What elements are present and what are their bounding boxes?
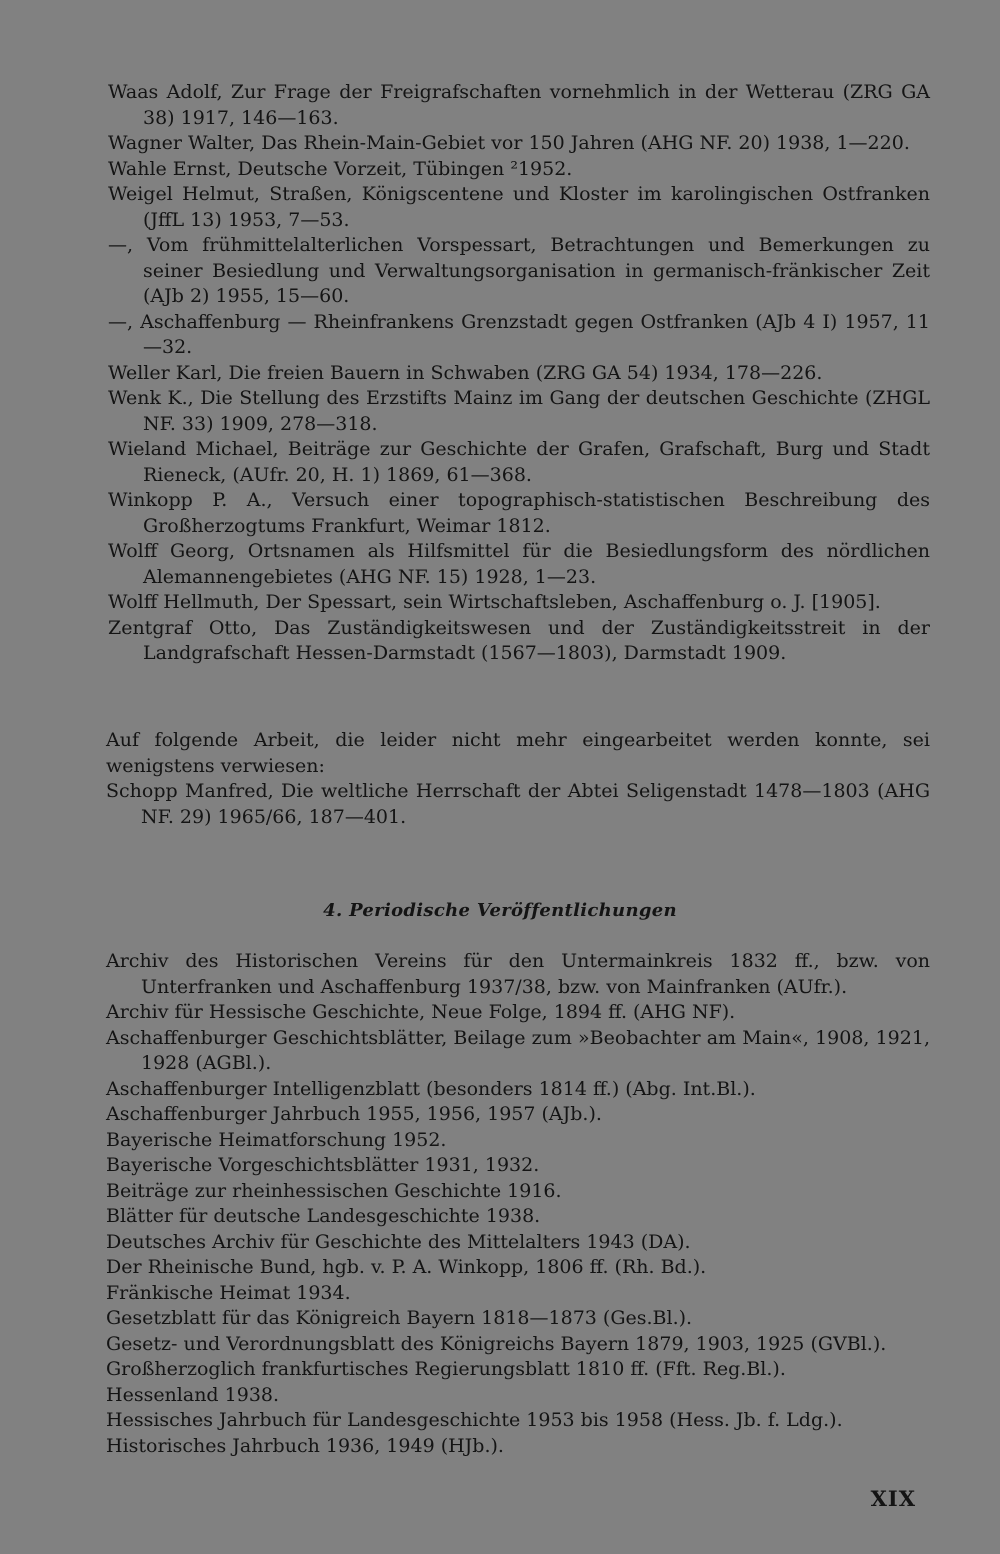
addendum-text: Auf folgende Arbeit, die leider nicht mehr eingearbeitet werden konnte, sei wenigstens verwiesen: — [106, 729, 930, 777]
periodical-entry: Hessisches Jahrbuch für Landesgeschichte 1953 bis 1958 (Hess. Jb. f. Ldg.). — [106, 1409, 843, 1431]
page-number: XIX — [870, 1486, 916, 1511]
periodical-entry: Aschaffenburger Jahrbuch 1955, 1956, 1957 (AJb.). — [106, 1103, 602, 1125]
periodical-entry: Archiv für Hessische Geschichte, Neue Folge, 1894 ff. (AHG NF). — [106, 1001, 736, 1023]
bibliography-entry: Wahle Ernst, Deutsche Vorzeit, Tübingen ²1952. — [108, 157, 573, 180]
bibliography-list — [108, 80, 930, 667]
periodical-entry: Hessenland 1938. — [106, 1383, 280, 1406]
periodical-entry: Der Rheinische Bund, hgb. v. P. A. Winkopp, 1806 ff. (Rh. Bd.). — [106, 1256, 707, 1278]
periodical-entry: Fränkische Heimat 1934. — [106, 1281, 351, 1304]
periodical-entry: Gesetzblatt für das Königreich Bayern 1818—1873 (Ges.Bl.). — [106, 1307, 693, 1329]
periodicals-list — [106, 949, 930, 1459]
periodical-entry: Deutsches Archiv für Geschichte des Mittelalters 1943 (DA). — [106, 1230, 691, 1253]
addendum-entry: Schopp Manfred, Die weltliche Herrschaft der Abtei Seligenstadt 1478—1803 (AHG NF. 29) 1965/66, 187—401. — [106, 780, 930, 828]
bibliography-entry: Wolff Georg, Ortsnamen als Hilfsmittel für die Besiedlungsform des nördlichen Alemannengebietes (AHG NF. 15) 1928, 1—23. — [108, 540, 930, 588]
bibliography-entry: Weller Karl, Die freien Bauern in Schwaben (ZRG GA 54) 1934, 178—226. — [108, 361, 823, 384]
periodical-entry: Gesetz- und Verordnungsblatt des Königreichs Bayern 1879, 1903, 1925 (GVBl.). — [106, 1332, 887, 1355]
section-heading: 4. Periodische Veröffentlichungen — [323, 900, 677, 921]
periodical-entry: Bayerische Vorgeschichtsblätter 1931, 1932. — [106, 1154, 540, 1176]
bibliography-entry: Wolff Hellmuth, Der Spessart, sein Wirtschaftsleben, Aschaffenburg o. J. [1905]. — [108, 591, 881, 613]
bibliography-entry: Winkopp P. A., Versuch einer topographisch-statistischen Beschreibung des Großherzogtums Frankfurt, Weimar 1812. — [108, 489, 930, 537]
bibliography-entry: —, Vom frühmittelalterlichen Vorspessart, Betrachtungen und Bemerkungen zu seiner Besiedlung und Verwaltungsorganisation in germanisch-fränkischer Zeit (AJb 2) 1955, 15—60. — [108, 234, 930, 307]
bibliography-entry: Wagner Walter, Das Rhein-Main-Gebiet vor 150 Jahren (AHG NF. 20) 1938, 1—220. — [108, 132, 910, 154]
periodical-entry: Historisches Jahrbuch 1936, 1949 (HJb.). — [106, 1434, 504, 1457]
periodical-entry: Bayerische Heimatforschung 1952. — [106, 1128, 447, 1151]
periodical-entry: Beiträge zur rheinhessischen Geschichte 1916. — [106, 1179, 562, 1202]
periodical-entry: Aschaffenburger Geschichtsblätter, Beilage zum »Beobachter am Main«, 1908, 1921, 1928 (AGBl.). — [106, 1026, 930, 1074]
bibliography-entry: Zentgraf Otto, Das Zuständigkeitswesen und der Zuständigkeitsstreit in der Landgrafschaft Hessen-Darmstadt (1567—1803), Darmstadt 1909. — [108, 616, 930, 664]
addendum-note — [106, 728, 930, 830]
periodical-entry: Aschaffenburger Intelligenzblatt (besonders 1814 ff.) (Abg. Int.Bl.). — [106, 1077, 756, 1100]
periodical-entry: Archiv des Historischen Vereins für den Untermainkreis 1832 ff., bzw. von Unterfranken und Aschaffenburg 1937/38, bzw. von Mainfranken (AUfr.). — [106, 950, 930, 998]
bibliography-entry: —, Aschaffenburg — Rheinfrankens Grenzstadt gegen Ostfranken (AJb 4 I) 1957, 11—32. — [108, 310, 930, 358]
bibliography-entry: Waas Adolf, Zur Frage der Freigrafschaften vornehmlich in der Wetterau (ZRG GA 38) 1917, 146—163. — [108, 81, 930, 129]
bibliography-entry: Weigel Helmut, Straßen, Königscentene und Kloster im karolingischen Ostfranken (JffL 13) 1953, 7—53. — [108, 183, 930, 231]
periodical-entry: Blätter für deutsche Landesgeschichte 1938. — [106, 1205, 541, 1227]
bibliography-entry: Wenk K., Die Stellung des Erzstifts Mainz im Gang der deutschen Geschichte (ZHGL NF. 33) 1909, 278—318. — [108, 387, 930, 435]
bibliography-entry: Wieland Michael, Beiträge zur Geschichte der Grafen, Grafschaft, Burg und Stadt Rieneck, (AUfr. 20, H. 1) 1869, 61—368. — [108, 438, 930, 486]
periodical-entry: Großherzoglich frankfurtisches Regierungsblatt 1810 ff. (Fft. Reg.Bl.). — [106, 1358, 786, 1380]
